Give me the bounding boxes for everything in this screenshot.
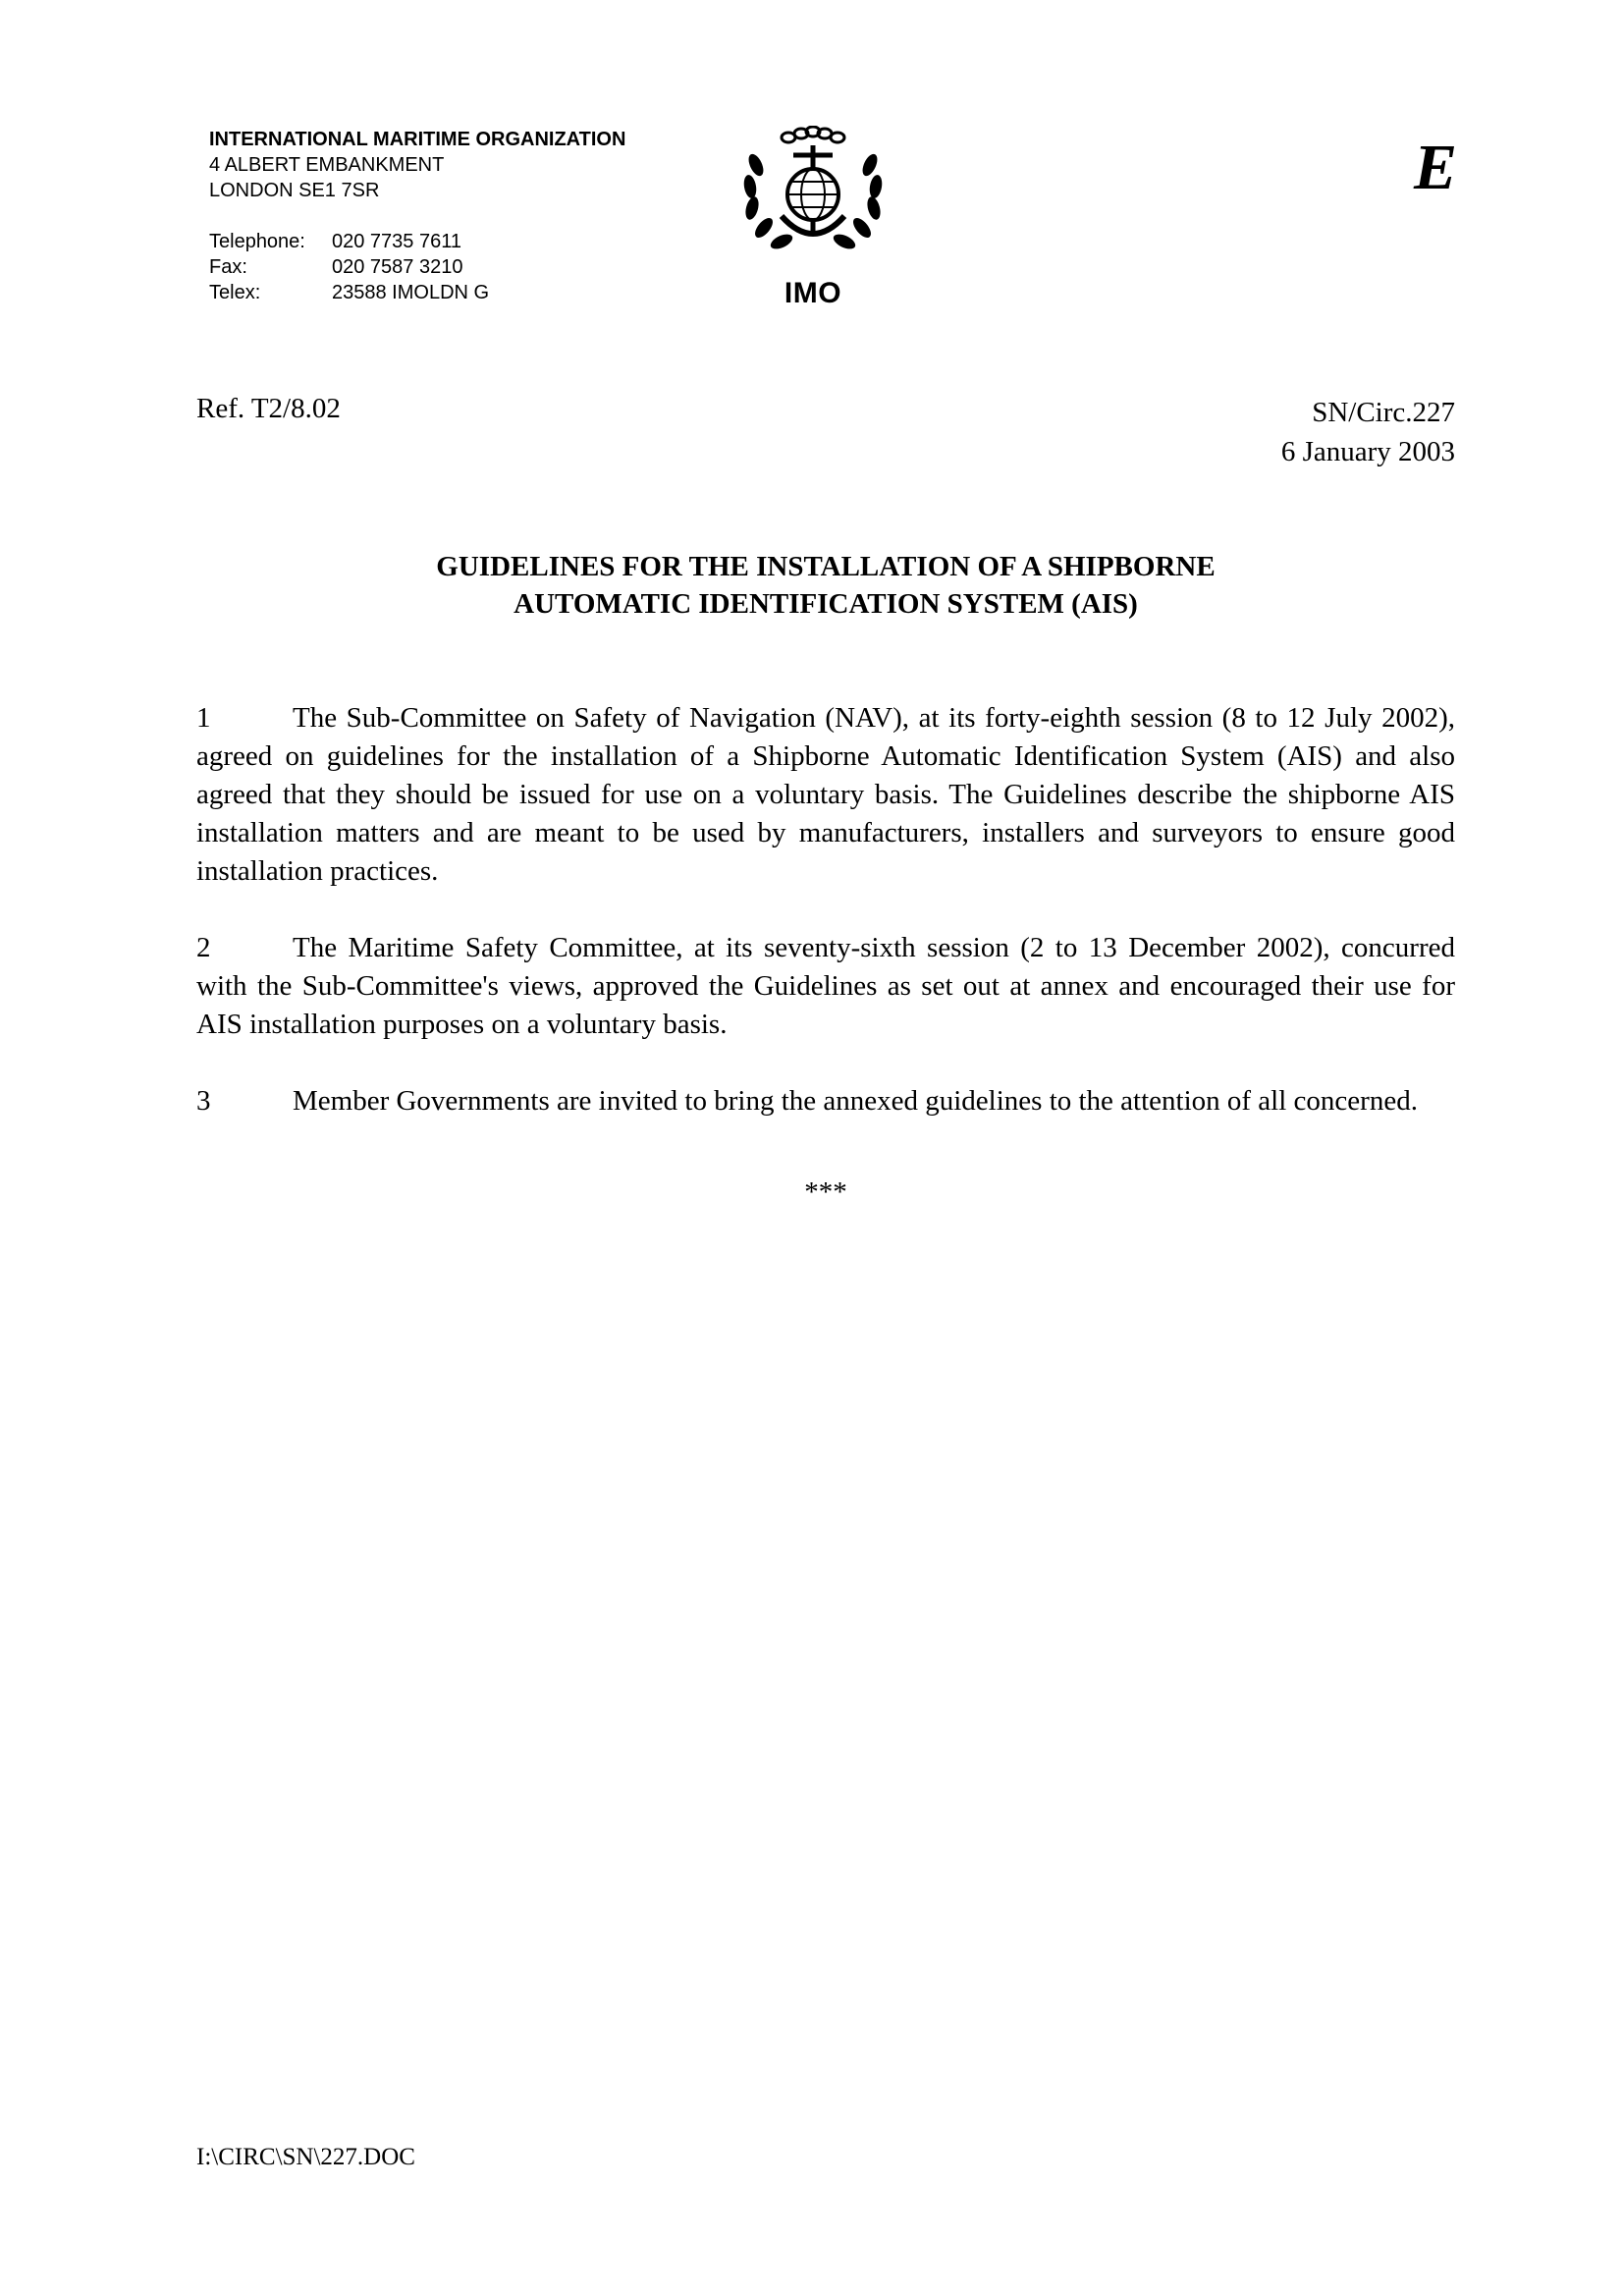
paragraph-3 xyxy=(196,1082,1455,1121)
document-body xyxy=(196,699,1455,1212)
circular-date: 6 January 2003 xyxy=(1280,436,1455,467)
contact-row-telex xyxy=(209,280,700,305)
contact-value: 020 7735 7611 xyxy=(332,231,461,252)
reference-number: Ref. T2/8.02 xyxy=(196,393,341,424)
title-line-1: GUIDELINES FOR THE INSTALLATION OF A SHIPBORNE xyxy=(436,551,1216,582)
document-title xyxy=(196,548,1455,623)
contact-value: 23588 IMOLDN G xyxy=(332,282,490,303)
paragraph-number: 1 xyxy=(196,702,211,734)
imo-logo xyxy=(734,126,892,310)
contact-row-fax xyxy=(209,254,700,280)
title-line-2: AUTOMATIC IDENTIFICATION SYSTEM (AIS) xyxy=(514,588,1138,620)
contact-row-telephone xyxy=(209,229,700,254)
logo-caption: IMO xyxy=(784,277,842,309)
paragraph-number: 3 xyxy=(196,1085,211,1117)
paragraph-text: Member Governments are invited to bring the annexed guidelines to the attention of all concerned. xyxy=(293,1085,1418,1117)
organization-name: INTERNATIONAL MARITIME ORGANIZATION xyxy=(209,129,626,150)
contact-value: 020 7587 3210 xyxy=(332,256,463,278)
circular-number: SN/Circ.227 xyxy=(1312,397,1455,428)
contact-label: Telex: xyxy=(209,282,261,303)
imo-emblem-icon xyxy=(734,126,892,263)
contact-label: Telephone: xyxy=(209,231,305,252)
language-mark: E xyxy=(1414,132,1458,203)
paragraph-2 xyxy=(196,929,1455,1044)
paragraph-number: 2 xyxy=(196,932,211,963)
letterhead xyxy=(209,127,700,305)
contact-block xyxy=(209,229,700,305)
address-line-2: LONDON SE1 7SR xyxy=(209,180,380,201)
paragraph-text: The Sub-Committee on Safety of Navigation (NAV), at its forty-eighth session (8 to 12 July 2002), agreed on guidelines for the installation of a Shipborne Automatic Identification System (AIS) and also agreed that they should be issued for use on a voluntary basis. The Guidelines describe the shipborne AIS installation matters and are meant to be used by manufacturers, installers and surveyors to ensure good installation practices. xyxy=(196,702,1455,887)
section-separator: *** xyxy=(804,1176,847,1208)
contact-label: Fax: xyxy=(209,256,247,278)
paragraph-text: The Maritime Safety Committee, at its seventy-sixth session (2 to 13 December 2002), concurred with the Sub-Committee's views, approved the Guidelines as set out at annex and encouraged their use for AIS installation purposes on a voluntary basis. xyxy=(196,932,1455,1040)
address-line-1: 4 ALBERT EMBANKMENT xyxy=(209,154,445,176)
footer-file-path: I:\CIRC\SN\227.DOC xyxy=(196,2144,415,2170)
paragraph-1 xyxy=(196,699,1455,891)
circular-reference xyxy=(1281,393,1455,471)
